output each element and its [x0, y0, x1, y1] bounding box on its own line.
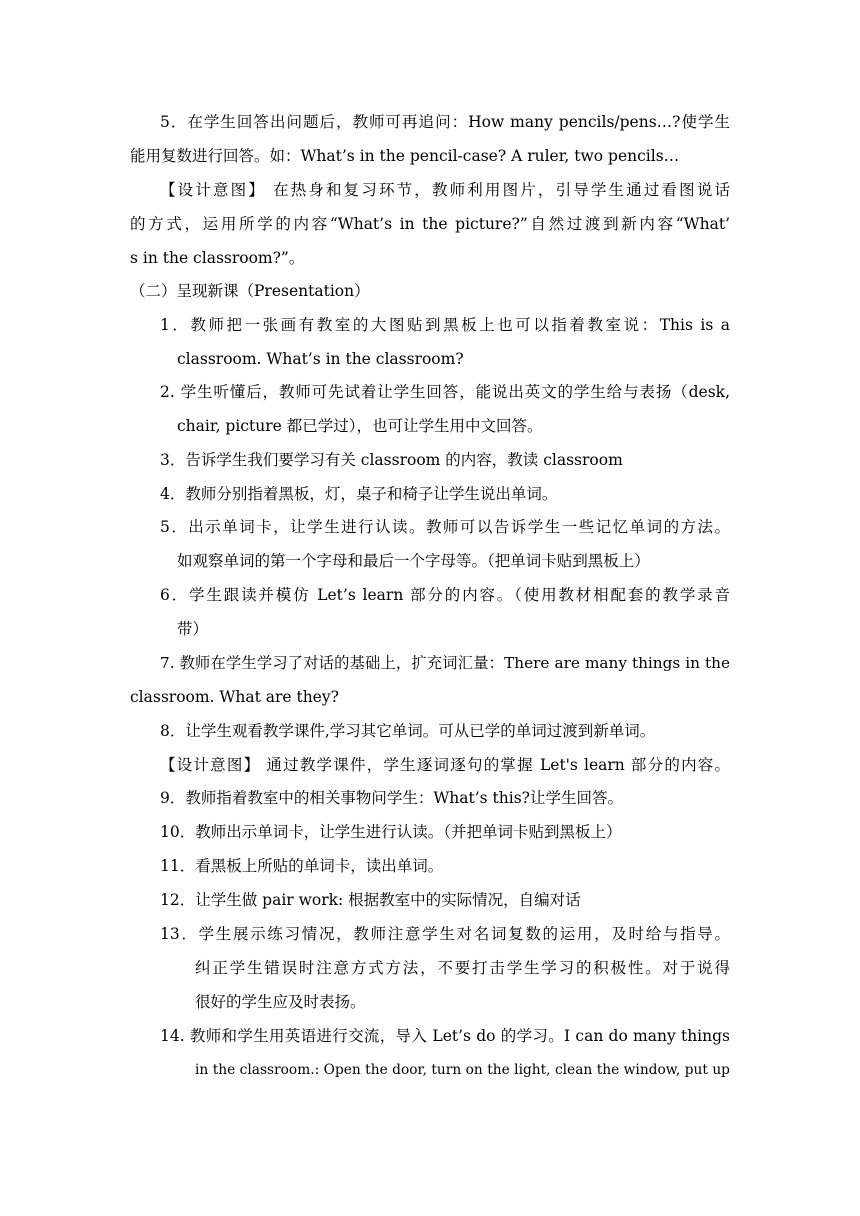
- paragraph-line: 的方式，运用所学的内容“What’s in the picture?”自然过渡到新内容“What’: [130, 215, 730, 233]
- list-item-continuation: 带）: [177, 620, 209, 638]
- list-item-continuation: classroom. What’s in the classroom?: [177, 350, 464, 368]
- list-item: 8．让学生观看教学课件,学习其它单词。可从已学的单词过渡到新单词。: [160, 722, 656, 740]
- list-item: 5．出示单词卡，让学生进行认读。教师可以告诉学生一些记忆单词的方法。: [160, 518, 730, 536]
- list-item: 12．让学生做 pair work: 根据教室中的实际情况，自编对话: [160, 891, 581, 909]
- list-item: 3．告诉学生我们要学习有关 classroom 的内容，教读 classroom: [160, 451, 623, 469]
- list-item-continuation: chair, picture 都已学过），也可让学生用中文回答。: [177, 417, 543, 435]
- list-item: 7. 教师在学生学习了对话的基础上，扩充词汇量：There are many things in the: [160, 654, 730, 672]
- list-item: 1．教师把一张画有教室的大图贴到黑板上也可以指着教室说：This is a: [160, 316, 730, 334]
- list-item: 4．教师分别指着黑板，灯，桌子和椅子让学生说出单词。: [160, 485, 558, 503]
- list-item: 9．教师指着教室中的相关事物问学生：What’s this?让学生回答。: [160, 789, 623, 807]
- list-item-continuation: in the classroom.: Open the door, turn on the light, clean the window, put up: [195, 1062, 730, 1078]
- list-item: 11．看黑板上所贴的单词卡，读出单词。: [160, 857, 444, 875]
- list-item-continuation: 很好的学生应及时表扬。: [195, 993, 366, 1011]
- design-intent-line: 【设计意图】 通过教学课件，学生逐词逐句的掌握 Let's learn 部分的内容。: [160, 756, 730, 774]
- list-item-continuation: 纠正学生错误时注意方式方法，不要打击学生学习的积极性。对于说得: [195, 959, 730, 977]
- paragraph-line: 5．在学生回答出问题后，教师可再追问：How many pencils/pens…?使学生: [160, 113, 730, 131]
- section-heading: （二）呈现新课（Presentation）: [130, 282, 370, 300]
- list-item-continuation: 如观察单词的第一个字母和最后一个字母等。（把单词卡贴到黑板上）: [177, 552, 650, 570]
- list-item-continuation: classroom. What are they?: [130, 688, 339, 706]
- design-intent-line: 【设计意图】 在热身和复习环节，教师利用图片，引导学生通过看图说话: [160, 181, 730, 199]
- list-item: 6．学生跟读并模仿 Let’s learn 部分的内容。（使用教材相配套的教学录音: [160, 586, 730, 604]
- list-item: 10．教师出示单词卡，让学生进行认读。（并把单词卡贴到黑板上）: [160, 823, 622, 841]
- paragraph-line: 能用复数进行回答。如：What’s in the pencil-case? A ruler, two pencils…: [130, 147, 680, 165]
- list-item: 14. 教师和学生用英语进行交流，导入 Let’s do 的学习。I can do many things: [160, 1027, 730, 1045]
- list-item: 2. 学生听懂后，教师可先试着让学生回答，能说出英文的学生给与表扬（desk,: [160, 383, 730, 401]
- paragraph-line: s in the classroom?”。: [130, 249, 305, 267]
- list-item: 13．学生展示练习情况，教师注意学生对名词复数的运用，及时给与指导。: [160, 925, 730, 943]
